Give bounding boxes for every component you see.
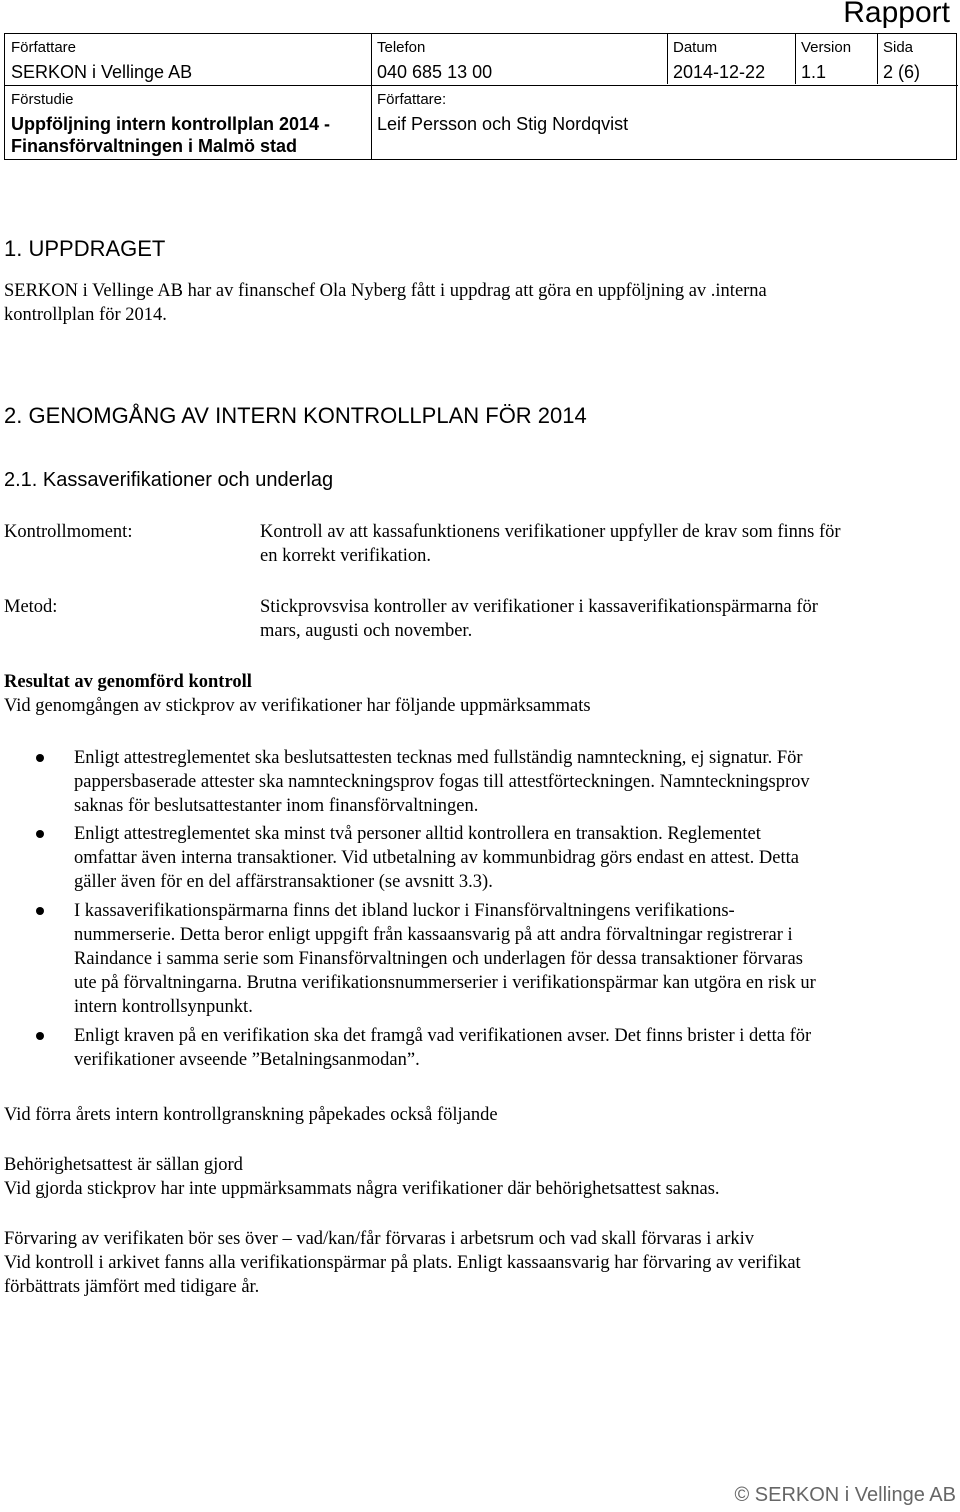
- control-label: Kontrollmoment:: [4, 522, 133, 542]
- phone-label: Telefon: [377, 39, 426, 56]
- previous-review-line: Vid förra årets intern kontrollgranskning påpekades också följande: [4, 1105, 498, 1125]
- bullet-3-line1: I kassaverifikationspärmarna finns det ibland luckor i Finansförvaltningens verifikations-: [74, 901, 735, 921]
- section-1-text-line1: SERKON i Vellinge AB har av finanschef Ola Nyberg fått i uppdrag att göra en uppföljning av .interna: [4, 281, 767, 301]
- page-value: 2 (6): [883, 62, 921, 82]
- authorization-text: Vid gjorda stickprov har inte uppmärksammats några verifikationer där behörighetsattest saknas.: [4, 1179, 720, 1199]
- bullet-3-line4: ute på förvaltningarna. Brutna verifikationsnummerserier i verifikationspärmar kan utgöra en risk ur: [74, 973, 816, 993]
- control-text-line1: Kontroll av att kassafunktionens verifikationer uppfyller de krav som finns för: [260, 522, 841, 542]
- bullet-2-line2: omfattar även interna transaktioner. Vid utbetalning av kommunbidrag görs endast en attest. Detta: [74, 848, 799, 868]
- bullet-4-line1: Enligt kraven på en verifikation ska det framgå vad verifikationen avser. Det finns brister i detta för: [74, 1026, 812, 1046]
- footer-copyright: © SERKON i Vellinge AB: [734, 1484, 956, 1506]
- date-value: 2014-12-22: [673, 62, 766, 82]
- section-1-text-line2: kontrollplan för 2014.: [4, 305, 167, 325]
- authorization-heading: Behörighetsattest är sällan gjord: [4, 1155, 243, 1175]
- bullet-3-line2: nummerserie. Detta beror enligt uppgift från kassaansvarig på att andra förvaltningar registrerar i: [74, 925, 793, 945]
- author-value: SERKON i Vellinge AB: [11, 62, 193, 82]
- authors-label: Författare:: [377, 91, 447, 108]
- control-text-line2: en korrekt verifikation.: [260, 546, 432, 566]
- bullet-1-line2: pappersbaserade attester ska namnteckningsprov fogas till attestförteckningen. Namnteckningsprov: [74, 772, 810, 792]
- date-label: Datum: [673, 39, 718, 56]
- authors-value: Leif Persson och Stig Nordqvist: [377, 114, 629, 134]
- bullet-marker: [36, 830, 44, 838]
- section-1-heading: 1. UPPDRAGET: [4, 236, 166, 261]
- phone-value: 040 685 13 00: [377, 62, 493, 82]
- bullet-marker: [36, 907, 44, 915]
- header-divider: [5, 85, 958, 86]
- study-title-line1: Uppföljning intern kontrollplan 2014 -: [11, 114, 331, 134]
- version-label: Version: [801, 39, 852, 56]
- author-label: Författare: [11, 39, 77, 56]
- subsection-2-1-heading: 2.1. Kassaverifikationer och underlag: [4, 469, 334, 491]
- result-heading: Resultat av genomförd kontroll: [4, 672, 252, 692]
- bullet-2-line3: gäller även för en del affärstransaktioner (se avsnitt 3.3).: [74, 872, 493, 892]
- storage-text-line1: Vid kontroll i arkivet fanns alla verifikationspärmar på plats. Enligt kassaansvarig har förvaring av verifikat: [4, 1253, 801, 1273]
- result-intro: Vid genomgången av stickprov av verifikationer har följande uppmärksammats: [4, 696, 591, 716]
- header-divider: [371, 34, 372, 159]
- version-value: 1.1: [801, 62, 827, 82]
- study-title-line2: Finansförvaltningen i Malmö stad: [11, 136, 298, 156]
- method-text-line1: Stickprovsvisa kontroller av verifikationer i kassaverifikationspärmarna för: [260, 597, 818, 617]
- section-2-heading: 2. GENOMGÅNG AV INTERN KONTROLLPLAN FÖR 2014: [4, 403, 587, 428]
- bullet-1-line3: saknas för beslutsattestanter inom finansförvaltningen.: [74, 796, 479, 816]
- bullet-marker: [36, 1032, 44, 1040]
- header-divider: [667, 34, 668, 84]
- bullet-3-line3: Raindance i samma serie som Finansförvaltningen och underlagen för dessa transaktioner förvaras: [74, 949, 803, 969]
- method-text-line2: mars, augusti och november.: [260, 621, 473, 641]
- storage-text-line2: förbättrats jämfört med tidigare år.: [4, 1277, 260, 1297]
- bullet-2-line1: Enligt attestreglementet ska minst två personer alltid kontrollera en transaktion. Reglementet: [74, 824, 761, 844]
- header-divider: [877, 34, 878, 84]
- storage-heading: Förvaring av verifikaten bör ses över – vad/kan/får förvaras i arbetsrum och vad skall förvaras i arkiv: [4, 1229, 755, 1249]
- document-type: Rapport: [843, 0, 950, 29]
- bullet-1-line1: Enligt attestreglementet ska beslutsattesten tecknas med fullständig namnteckning, ej signatur. För: [74, 748, 803, 768]
- method-label: Metod:: [4, 597, 58, 617]
- header-divider: [795, 34, 796, 84]
- page-label: Sida: [883, 39, 914, 56]
- bullet-marker: [36, 754, 44, 762]
- bullet-4-line2: verifikationer avseende ”Betalningsanmodan”.: [74, 1050, 420, 1070]
- header-table: [4, 33, 957, 160]
- bullet-3-line5: intern kontrollsynpunkt.: [74, 997, 253, 1017]
- study-label: Förstudie: [11, 91, 74, 108]
